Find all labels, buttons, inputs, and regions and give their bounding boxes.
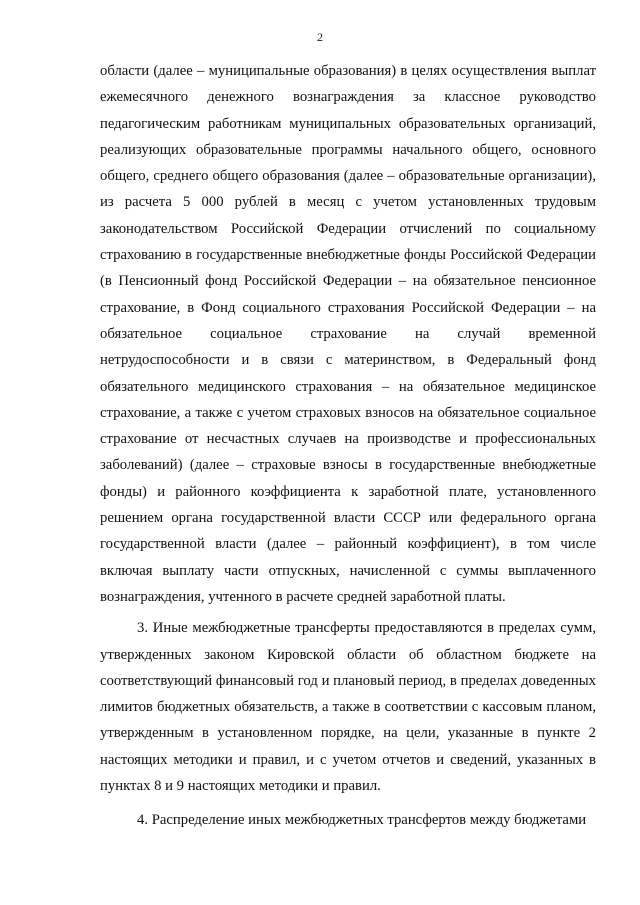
paragraph-3: 3. Иные межбюджетные трансферты предоставляются в пределах сумм, утвержденных законом Кировской области об областном бюджете на соответствующий финансовый год и плановый период, в пределах доведенных лимитов бюджетных обязательств, а также в соответствии с кассовым планом, утвержденным в установленном порядке, на цели, указанные в пункте 2 настоящих методики и правил, и с учетом отчетов и сведений, указанных в пунктах 8 и 9 настоящих методики и правил.	[100, 620, 596, 795]
page-number: 2	[317, 30, 323, 44]
document-body	[100, 58, 596, 834]
paragraph-4: 4. Распределение иных межбюджетных трансфертов между бюджетами	[137, 812, 587, 829]
paragraph-continuation: области (далее – муниципальные образования) в целях осуществления выплат ежемесячного денежного вознаграждения за классное руководство педагогическим работникам муниципальных образовательных организаций, реализующих образовательные программы начального общего, основного общего, среднего общего образования (далее – образовательные организации), из расчета 5 000 рублей в месяц с учетом установленных трудовым законодательством Российской Федерации отчислений по социальному страхованию в государственные внебюджетные фонды Российской Федерации (в Пенсионный фонд Российской Федерации – на обязательное пенсионное страхование, в Фонд социального страхования Российской Федерации – на обязательное социальное страхование на случай временной нетрудоспособности и в связи с материнством, в Федеральный фонд обязательного медицинского страхования – на обязательное медицинское страхование, а также с учетом страховых взносов на обязательное социальное страхование от несчастных случаев на производстве и профессиональных заболеваний) (далее – страховые взносы в государственные внебюджетные фонды) и районного коэффициента к заработной плате, установленного решением органа государственной власти СССР или федерального органа государственной власти (далее – районный коэффициент), в том числе включая выплату части отпускных, начисленной с суммы выплаченного вознаграждения, учтенного в расчете средней заработной платы.	[100, 63, 596, 605]
